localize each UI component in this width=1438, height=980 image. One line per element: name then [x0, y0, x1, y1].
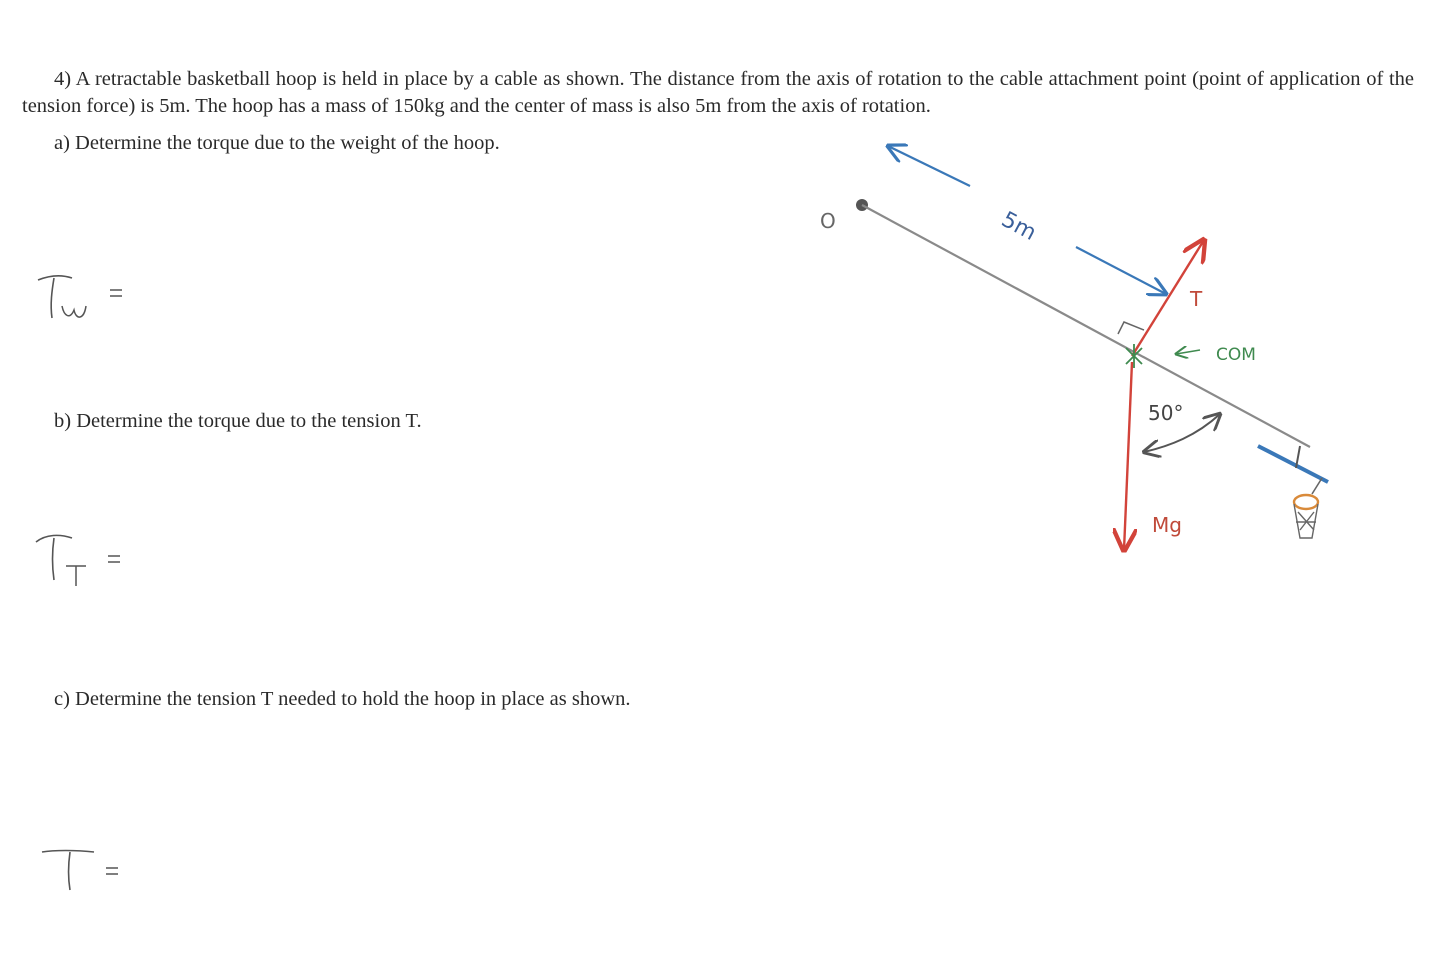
- question-b: b) Determine the torque due to the tension T.: [54, 410, 422, 432]
- com-label: COM: [1216, 345, 1256, 365]
- backboard: [1258, 446, 1328, 482]
- weight-label: Mg: [1152, 513, 1182, 537]
- question-a: a) Determine the torque due to the weight of the hoop.: [54, 132, 500, 154]
- angle-label: 50°: [1148, 401, 1184, 425]
- tension-label: T: [1190, 287, 1203, 311]
- com-pointer-arrow: [1176, 350, 1200, 354]
- pivot-label: O: [820, 209, 836, 233]
- weight-vector: [1124, 362, 1132, 550]
- hoop-diagram: [780, 120, 1420, 580]
- handwritten-torque-weight-label: [28, 266, 158, 336]
- question-c: c) Determine the tension T needed to hold the hoop in place as shown.: [54, 688, 631, 710]
- distance-label: 5m: [997, 207, 1041, 246]
- right-angle-marker: [1118, 322, 1144, 334]
- handwritten-torque-tension-label: [28, 526, 158, 596]
- hoop-rim: [1294, 495, 1318, 509]
- problem-statement: 4) A retractable basketball hoop is held in place by a cable as shown. The distance from the axis of rotation to the cable attachment point (point of application of the tension force) is 5m. The hoop has a mass of 150kg and the center of mass is also 5m from the axis of rotation.: [22, 68, 1414, 117]
- handwritten-tension-label: [32, 836, 162, 906]
- hoop-bracket: [1312, 478, 1322, 494]
- distance-arrow-left: [888, 146, 970, 186]
- distance-arrow-right: [1076, 247, 1166, 294]
- support-arm: [862, 205, 1310, 447]
